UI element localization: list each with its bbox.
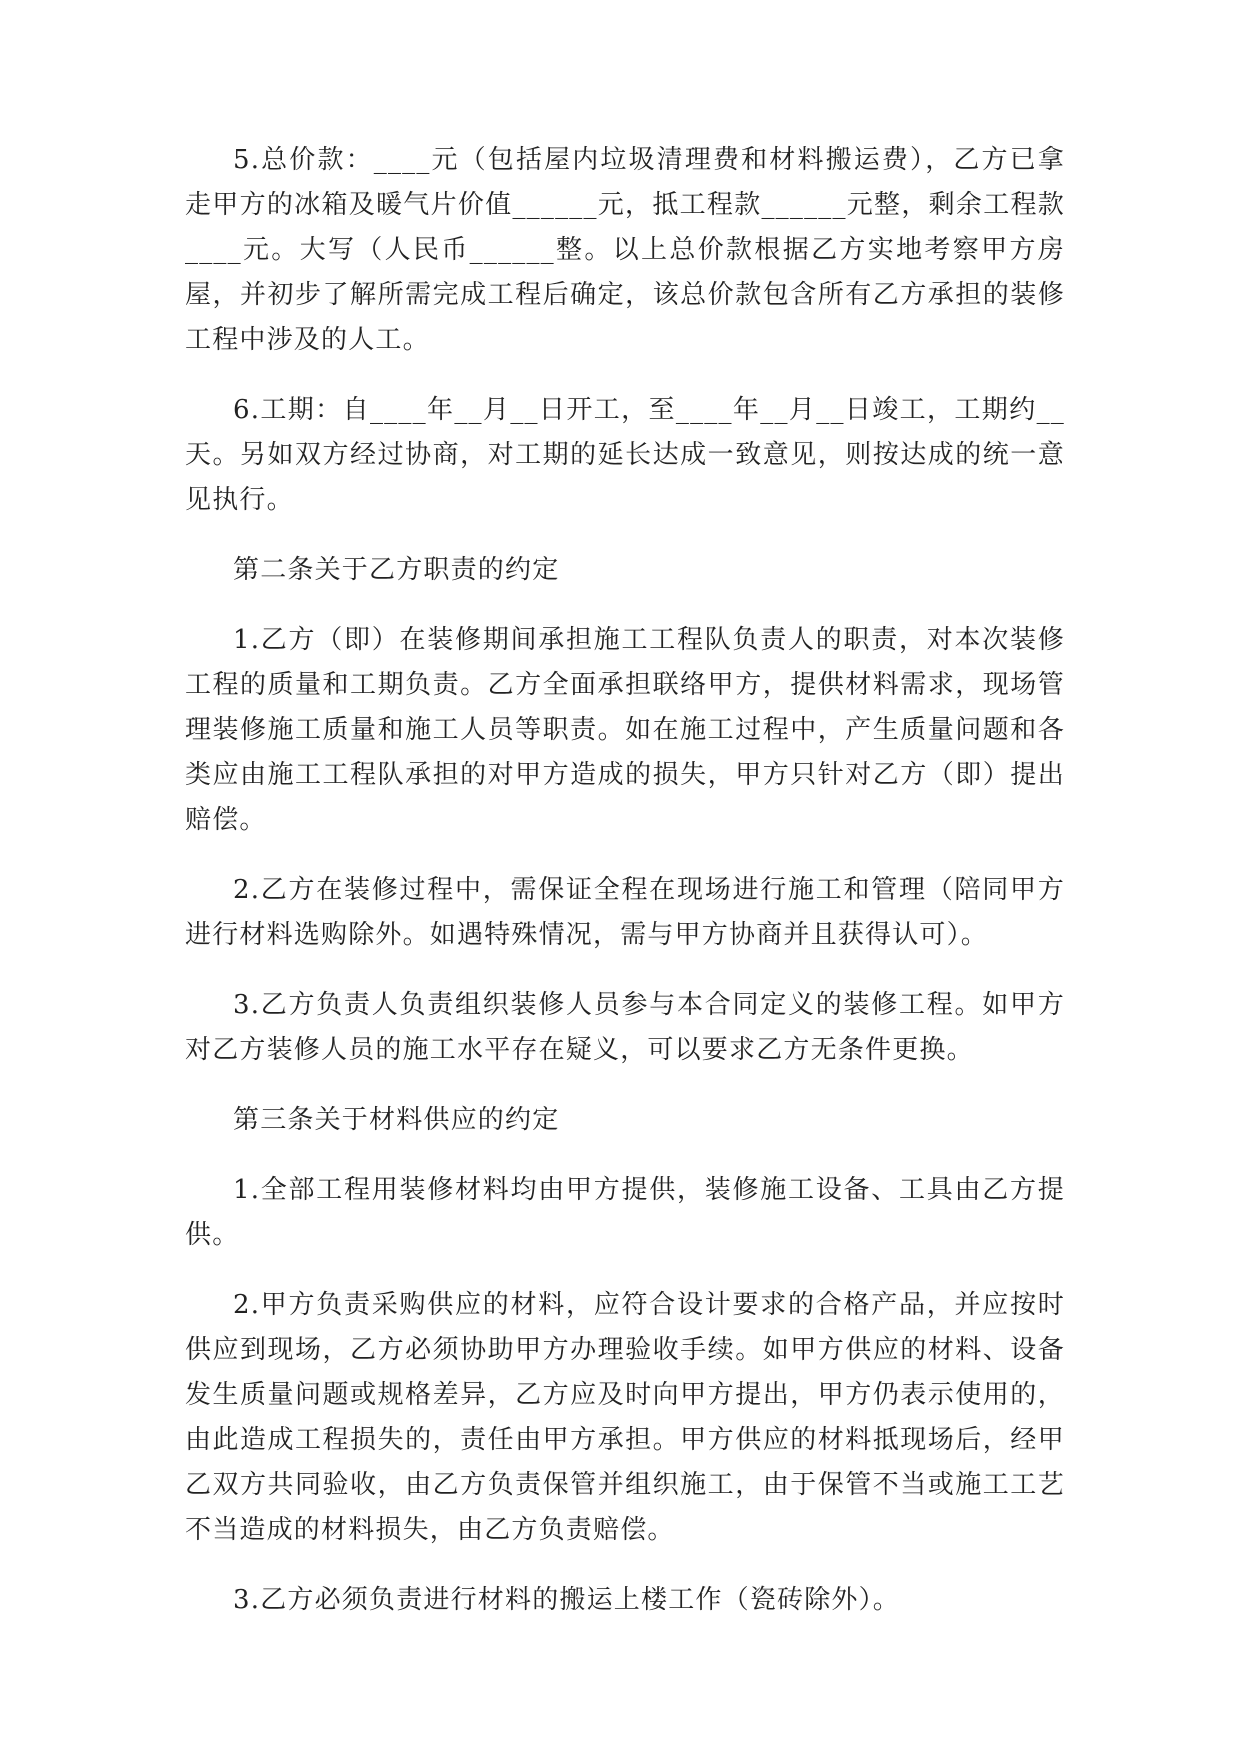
clause-total-price: 5.总价款：____元（包括屋内垃圾清理费和材料搬运费），乙方已拿走甲方的冰箱及暖气片价值______元，抵工程款______元整，剩余工程款____元。大写（人民币______整。以上总价款根据乙方实地考察甲方房屋，并初步了解所需完成工程后确定，该总价款包含所有乙方承担的装修工程中涉及的人工。 xyxy=(185,145,1065,355)
article-2-item-1: 1.乙方（即）在装修期间承担施工工程队负责人的职责，对本次装修工程的质量和工期负责。乙方全面承担联络甲方，提供材料需求，现场管理装修施工质量和施工人员等职责。如在施工过程中，产生质量问题和各类应由施工工程队承担的对甲方造成的损失，甲方只针对乙方（即）提出赔偿。 xyxy=(185,625,1065,835)
article-2-item-3: 3.乙方负责人负责组织装修人员参与本合同定义的装修工程。如甲方对乙方装修人员的施工水平存在疑义，可以要求乙方无条件更换。 xyxy=(185,990,1065,1065)
article-3-heading: 第三条关于材料供应的约定 xyxy=(233,1105,560,1135)
document-body xyxy=(185,138,1065,1648)
clause-construction-period: 6.工期：自____年__月__日开工，至____年__月__日竣工，工期约__天。另如双方经过协商，对工期的延长达成一致意见，则按达成的统一意见执行。 xyxy=(185,395,1065,515)
article-2-heading: 第二条关于乙方职责的约定 xyxy=(233,555,560,585)
article-3-item-1: 1.全部工程用装修材料均由甲方提供，装修施工设备、工具由乙方提供。 xyxy=(185,1175,1065,1250)
article-3-item-3: 3.乙方必须负责进行材料的搬运上楼工作（瓷砖除外）。 xyxy=(233,1585,901,1615)
article-2-item-2: 2.乙方在装修过程中，需保证全程在现场进行施工和管理（陪同甲方进行材料选购除外。如遇特殊情况，需与甲方协商并且获得认可）。 xyxy=(185,875,1065,950)
article-3-item-2: 2.甲方负责采购供应的材料，应符合设计要求的合格产品，并应按时供应到现场，乙方必须协助甲方办理验收手续。如甲方供应的材料、设备发生质量问题或规格差异，乙方应及时向甲方提出，甲方仍表示使用的，由此造成工程损失的，责任由甲方承担。甲方供应的材料抵现场后，经甲乙双方共同验收，由乙方负责保管并组织施工，由于保管不当或施工工艺不当造成的材料损失，由乙方负责赔偿。 xyxy=(185,1290,1065,1545)
